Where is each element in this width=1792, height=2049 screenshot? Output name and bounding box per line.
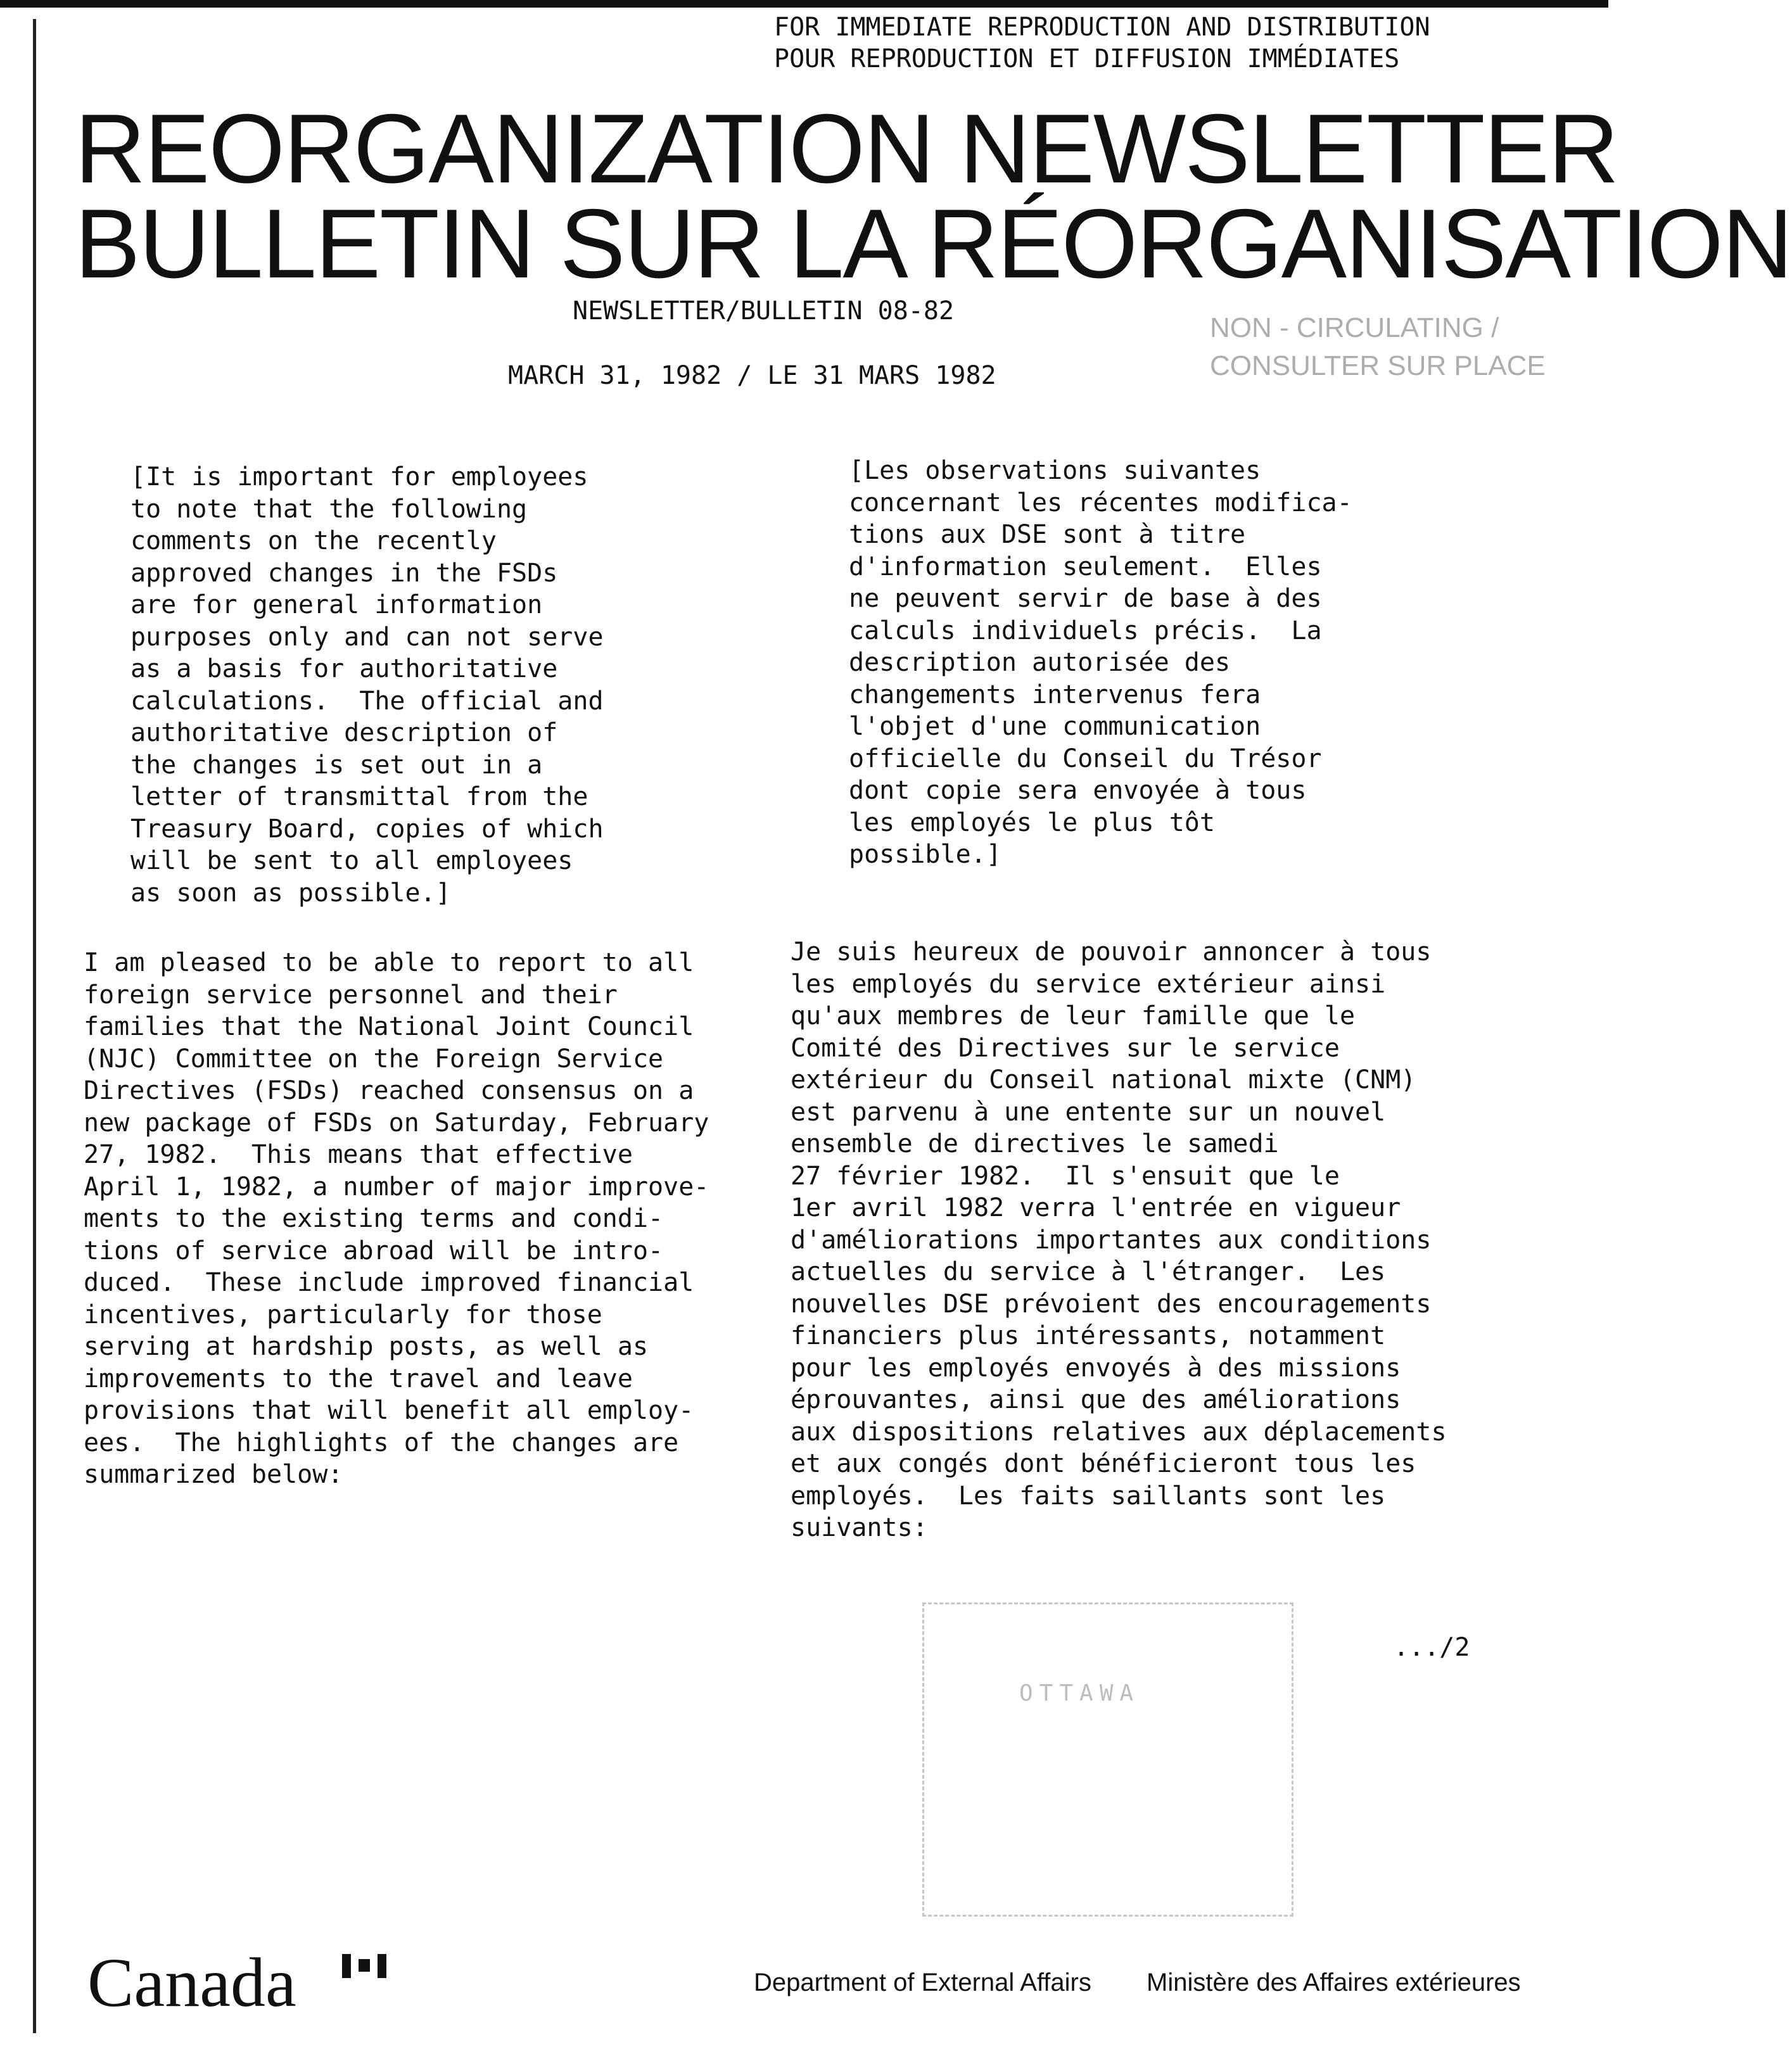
body-english: I am pleased to be able to report to all foreign service personnel and their families that the National Joint Council (NJC) Committee on the Foreign Service Directives (FSDs) reached consensus on a new package of FSDs on Saturday, February 27, 1982. This means that effective April 1, 1982, a number of major improve- ments to the existing terms and condi- tions of service abroad will be intro- duced. These include improved financial incentives, particularly for those serving at hardship posts, as well as improvements to the travel and leave provisions that will benefit all employ- ees. The highlights of the changes are summarized below: — [84, 948, 709, 1489]
canada-flag-icon — [342, 1954, 386, 1978]
scan-left-edge — [33, 19, 36, 2033]
title-english: REORGANIZATION NEWSLETTER — [75, 94, 1618, 203]
issue-date: MARCH 31, 1982 / LE 31 MARS 1982 — [508, 361, 996, 390]
received-stamp-text: OTTAWA — [1019, 1680, 1140, 1706]
note-english: [It is important for employees to note that the following comments on the recently approved changes in the FSDs are for general information purposes only and can not serve as a basis for authoritative calculations. The official and authoritative description of the changes is set out in a letter of transmittal from the Treasury Board, copies of which will be sent to all employees as soon as possible.] — [130, 462, 604, 908]
library-stamp: NON - CIRCULATING / CONSULTER SUR PLACE — [1210, 312, 1546, 381]
title-french: BULLETIN SUR LA RÉORGANISATION — [75, 189, 1792, 298]
department-french: Ministère des Affaires extérieures — [1147, 1969, 1521, 1996]
received-stamp — [922, 1602, 1293, 1917]
distribution-note-en: FOR IMMEDIATE REPRODUCTION AND DISTRIBUTION — [774, 13, 1430, 42]
issue-number: NEWSLETTER/BULLETIN 08-82 — [573, 296, 955, 326]
body-french: Je suis heureux de pouvoir annoncer à tous les employés du service extérieur ainsi qu'aux membres de leur famille que le Comité des Directives sur le service extérieur du Conseil national mixte (CNM) est parvenu à une entente sur un nouvel ensemble de directives le samedi 27 février 1982. Il s'ensuit que le 1er avril 1982 verra l'entrée en vigueur d'améliorations importantes aux conditions actuelles du service à l'étranger. Les nouvelles DSE prévoient des encouragements financiers plus intéressants, notamment pour les employés envoyés à des missions éprouvantes, ainsi que des améliorations aux dispositions relatives aux déplacements et aux congés dont bénéficieront tous les employés. Les faits saillants sont les suivants: — [791, 937, 1447, 1542]
scan-top-edge — [0, 0, 1608, 8]
distribution-note — [774, 11, 1430, 75]
note-french: [Les observations suivantes concernant les récentes modifica- tions aux DSE sont à titre d'information seulement. Elles ne peuvent servir de base à des calculs individuels précis. La description autorisée des changements intervenus fera l'objet d'une communication officielle du Conseil du Trésor dont copie sera envoyée à tous les employés le plus tôt possible.] — [849, 456, 1352, 869]
page-continuation: .../2 — [1394, 1633, 1470, 1662]
canada-wordmark: Canada — [87, 1944, 296, 2021]
distribution-note-fr: POUR REPRODUCTION ET DIFFUSION IMMÉDIATES — [774, 44, 1400, 73]
department-english: Department of External Affairs — [754, 1969, 1091, 1996]
